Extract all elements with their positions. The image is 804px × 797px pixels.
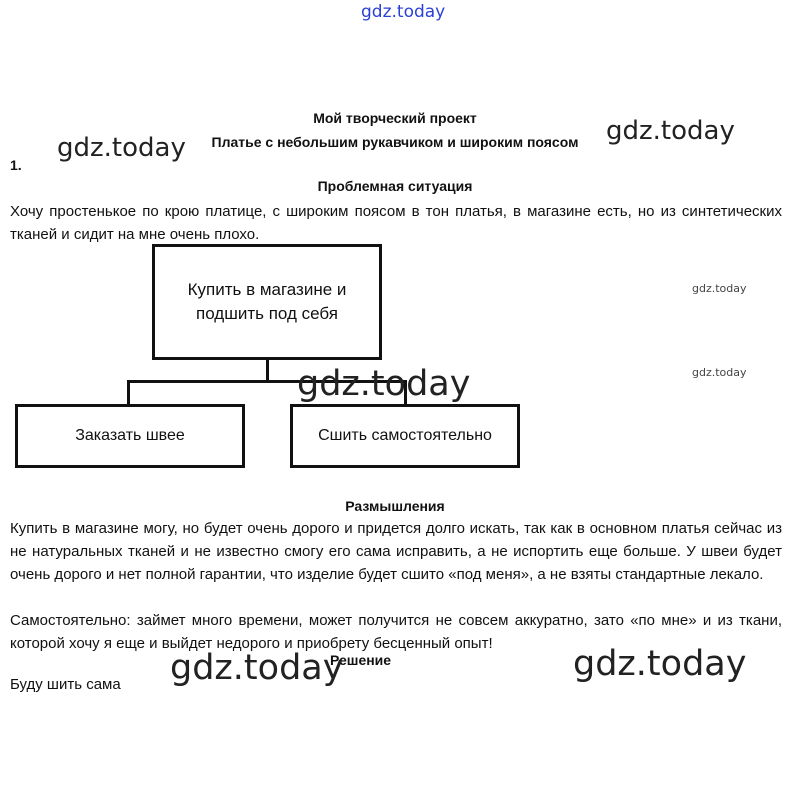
diagram-root-label: Купить в магазине и подшить под себя: [187, 280, 347, 323]
reflection-heading: Размышления: [345, 498, 445, 514]
diagram-option-a-box: [15, 404, 245, 468]
diagram-root-box: [152, 244, 382, 360]
diagram-connector-vertical: [266, 360, 269, 382]
self-text: Самостоятельно: займет много времени, может получится не совсем аккуратно, зато «по мне» и из ткани, которой хочу я еще и выйдет недорого и приобрету бесценный опыт!: [10, 612, 782, 652]
answer-text: Буду шить сама: [10, 676, 121, 693]
watermark-right-small-1: gdz.today: [692, 282, 747, 295]
diagram-option-b-label: Сшить самостоятельно: [318, 427, 492, 444]
watermark-bottom-right: gdz.today: [573, 644, 747, 684]
problem-text: Хочу простенькое по крою платице, с широким поясом в тон платья, в магазине есть, но из синтетических тканей и сидит на мне очень плохо.: [10, 203, 782, 243]
document-title: Мой творческий проект: [313, 110, 477, 126]
diagram-connector-left: [127, 380, 130, 406]
watermark-bottom-left: gdz.today: [170, 648, 344, 688]
watermark-center: gdz.today: [297, 364, 471, 404]
watermark-right-small-2: gdz.today: [692, 366, 747, 379]
watermark-top: gdz.today: [361, 2, 446, 22]
diagram-option-b-box: [290, 404, 520, 468]
reflection-text: Купить в магазине могу, но будет очень дорого и придется долго искать, так как в основном платья сейчас из не натуральных тканей и не известно смогу его сама исправить, а не испортить еще больше. У швеи будет очень дорого и нет полной гарантии, что изделие будет сшито «под меня», а не взяты стандартные лекало.: [10, 520, 782, 583]
watermark-left-upper: gdz.today: [57, 133, 186, 163]
watermark-right-upper: gdz.today: [606, 116, 735, 146]
item-number: 1.: [10, 157, 22, 173]
problem-heading: Проблемная ситуация: [317, 178, 473, 194]
diagram-option-a-label: Заказать швее: [75, 427, 185, 444]
solution-heading: Решение: [330, 652, 392, 668]
document-subtitle: Платье с небольшим рукавчиком и широким поясом: [211, 134, 579, 150]
